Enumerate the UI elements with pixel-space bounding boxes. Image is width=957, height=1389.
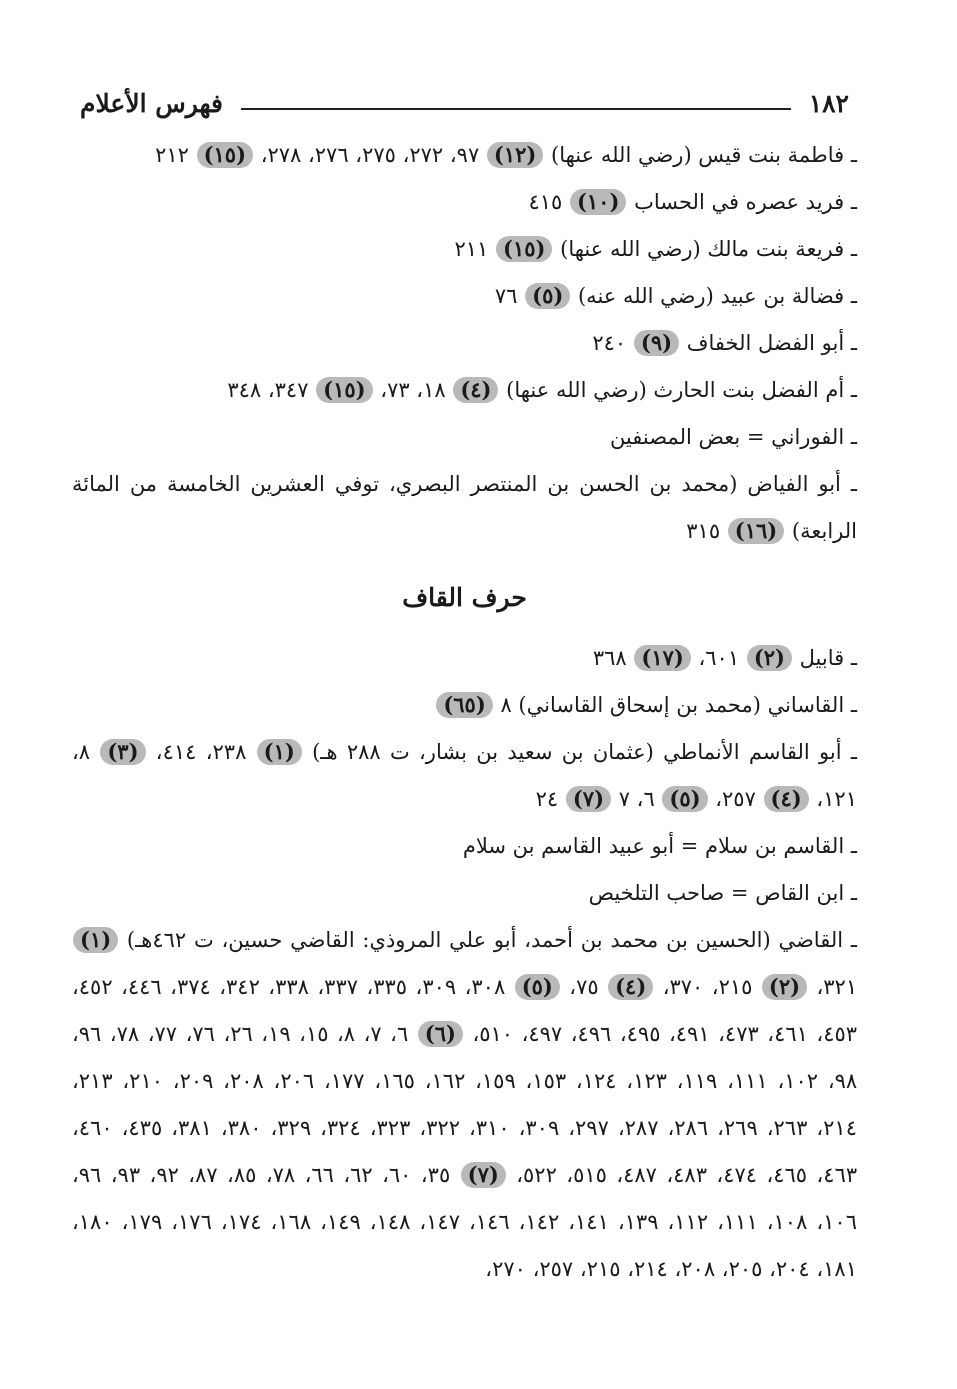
- volume-badge: (١٧): [634, 645, 690, 671]
- volume-badge: (١٠): [570, 189, 626, 215]
- index-entry: ـ أبو القاسم الأنماطي (عثمان بن سعيد بن بشار، ت ٢٨٨ هـ) (١) ٢٣٨، ٤١٤، (٣) ٨، ١٢١، (٤) ٢٥٧، (٥) ٦، ٧ (٧) ٢٤: [72, 739, 857, 811]
- index-entry: ـ فضالة بن عبيد (رضي الله عنه) (٥) ٧٦: [494, 283, 857, 308]
- volume-badge: (١): [73, 927, 118, 953]
- page-number: ١٨٢: [808, 88, 849, 118]
- index-entries: [72, 132, 857, 1293]
- volume-badge: (٢): [762, 974, 807, 1000]
- index-entry: ـ فاطمة بنت قيس (رضي الله عنها) (١٢) ٩٧، ٢٧٢، ٢٧٥، ٢٧٦، ٢٧٨، (١٥) ٢١٢: [155, 142, 857, 167]
- volume-badge: (٦): [418, 1021, 463, 1047]
- volume-badge: (١٥): [496, 236, 552, 262]
- volume-badge: (٤): [453, 377, 498, 403]
- volume-badge: (٦٥): [436, 692, 492, 718]
- index-entry: ـ ابن القاص = صاحب التلخيص: [588, 881, 857, 905]
- volume-badge: (٤): [764, 786, 809, 812]
- volume-badge: (٥): [662, 786, 707, 812]
- header-rule: [241, 108, 791, 110]
- volume-badge: (٧): [566, 786, 611, 812]
- index-entry: ـ فريعة بنت مالك (رضي الله عنها) (١٥) ٢١١: [454, 236, 857, 261]
- volume-badge: (٩): [634, 330, 679, 356]
- volume-badge: (٥): [515, 974, 560, 1000]
- index-entry: ـ الفوراني = بعض المصنفين: [609, 425, 857, 449]
- running-title: فهرس الأعلام: [80, 88, 224, 118]
- volume-badge: (٢): [747, 645, 792, 671]
- index-entry: ـ فريد عصره في الحساب (١٠) ٤١٥: [528, 189, 857, 214]
- volume-badge: (٥): [525, 283, 570, 309]
- volume-badge: (١٦): [728, 518, 784, 544]
- volume-badge: (١): [257, 739, 302, 765]
- page-header: [80, 86, 849, 120]
- index-entry: ـ أبو الفضل الخفاف (٩) ٢٤٠: [592, 330, 857, 355]
- volume-badge: (٤): [608, 974, 653, 1000]
- volume-badge: (١٢): [487, 142, 543, 168]
- index-entry: ـ أم الفضل بنت الحارث (رضي الله عنها) (٤) ١٨، ٧٣، (١٥) ٣٤٧، ٣٤٨: [227, 377, 857, 402]
- volume-badge: (١٥): [197, 142, 253, 168]
- index-entry: ـ القاساني (محمد بن إسحاق القاساني) ٨ (٦٥): [72, 682, 857, 729]
- index-entry: ـ أبو الفياض (محمد بن الحسن بن المنتصر البصري، توفي العشرين الخامسة من المائة الرابعة) (١٦) ٣١٥: [72, 472, 857, 543]
- index-entry: ـ القاضي (الحسين بن محمد بن أحمد، أبو علي المروذي: القاضي حسين، ت ٤٦٢هـ) (١) ٣٢١، (٢) ٢١٥، ٣٧٠، (٤) ٧٥، (٥) ٣٠٨، ٣٠٩، ٣٣٥، ٣٣٧، ٣٣٨، ٣٤٢، ٣٧٤، ٤٤٦، ٤٥٢، ٤٥٣، ٤٦١، ٤٧٣، ٤٩١، ٤٩٥، ٤٩٦، ٤٩٧، ٥١٠، (٦) ٦، ٧، ٨، ١٥، ١٩، ٢٦، ٧٦، ٧٧، ٧٨، ٩٦، ٩٨، ١٠٢، ١١١، ١١٩، ١٢٣، ١٢٤، ١٥٣، ١٥٩، ١٦٢، ١٦٥، ١٧٧، ٢٠٦، ٢٠٨، ٢٠٩، ٢١٠، ٢١٣، ٢١٤، ٢٦٣، ٢٦٩، ٢٨٦، ٢٨٧، ٢٩٧، ٣٠٩، ٣١٠، ٣٢٢، ٣٢٣، ٣٢٤، ٣٢٩، ٣٨٠، ٣٨١، ٤٣٥، ٤٦٠، ٤٦٣، ٤٦٥، ٤٧٤، ٤٨٣، ٤٨٧، ٥١٥، ٥٢٢، (٧) ٣٥، ٦٠، ٦٢، ٦٦، ٧٨، ٨٥، ٨٧، ٩٢، ٩٣، ٩٦، ١٠٦، ١٠٨، ١١١، ١١٢، ١٣٩، ١٤١، ١٤٢، ١٤٦، ١٤٧، ١٤٨، ١٤٩، ١٦٨، ١٧٤، ١٧٦، ١٧٩، ١٨٠، ١٨١، ٢٠٤، ٢٠٥، ٢٠٨، ٢١٤، ٢١٥، ٢٥٧، ٢٧٠،: [72, 927, 858, 1281]
- volume-badge: (٣): [100, 739, 145, 765]
- volume-badge: (٧): [461, 1162, 506, 1188]
- volume-badge: (١٥): [316, 377, 372, 403]
- index-entry: ـ القاسم بن سلام = أبو عبيد القاسم بن سلام: [462, 834, 857, 858]
- index-entry: ـ قابيل (٢) ٦٠١، (١٧) ٣٦٨: [592, 645, 857, 670]
- section-heading: حرف القاف: [402, 583, 527, 612]
